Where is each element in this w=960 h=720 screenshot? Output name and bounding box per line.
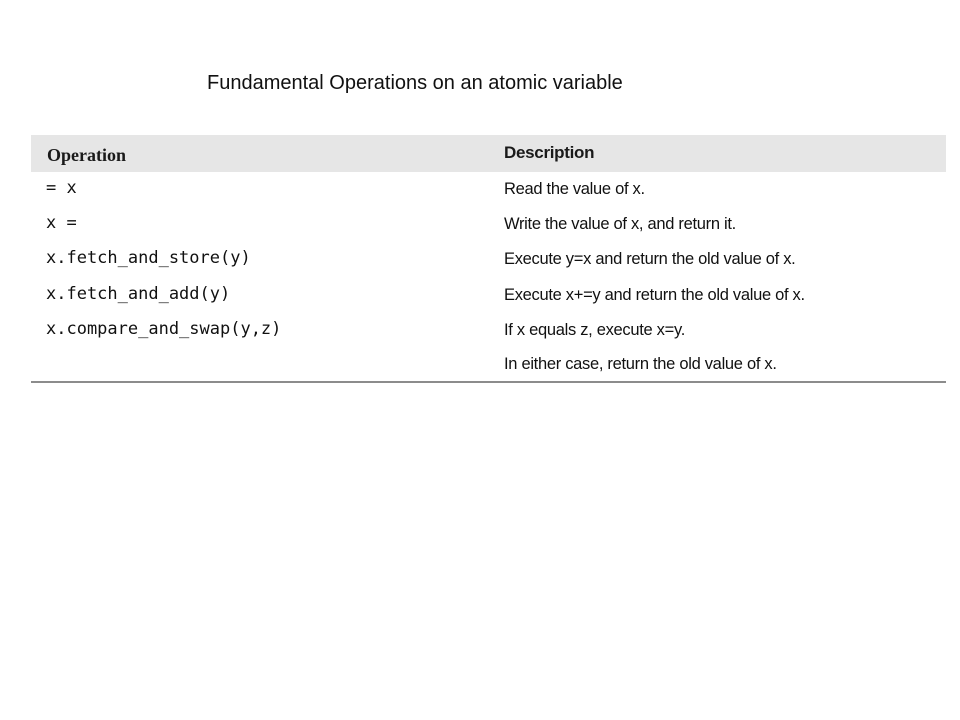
header-description: Description (504, 143, 595, 162)
table-header (31, 135, 946, 172)
table-bottom-rule (31, 381, 946, 383)
table-row (31, 284, 946, 318)
operation-cell: x.fetch_and_store(y) (46, 248, 251, 268)
operation-cell: x.compare_and_swap(y,z) (46, 319, 282, 339)
operation-cell: x = (46, 213, 77, 233)
table-row (31, 319, 946, 381)
description-cell: Write the value of x, and return it. (504, 215, 736, 233)
description-cell: Execute x+=y and return the old value of x. (504, 286, 805, 304)
description-cell-line-2: In either case, return the old value of x. (504, 355, 777, 373)
header-operation: Operation (47, 145, 126, 165)
table-row (31, 213, 946, 247)
table-row (31, 248, 946, 282)
operation-cell: x.fetch_and_add(y) (46, 284, 231, 304)
description-cell: Execute y=x and return the old value of x. (504, 250, 796, 268)
description-cell: Read the value of x. (504, 180, 645, 198)
slide-title: Fundamental Operations on an atomic variable (207, 72, 623, 94)
table-row (31, 178, 946, 212)
operations-table (31, 135, 946, 383)
operation-cell: = x (46, 178, 77, 198)
description-cell: If x equals z, execute x=y. (504, 321, 685, 339)
